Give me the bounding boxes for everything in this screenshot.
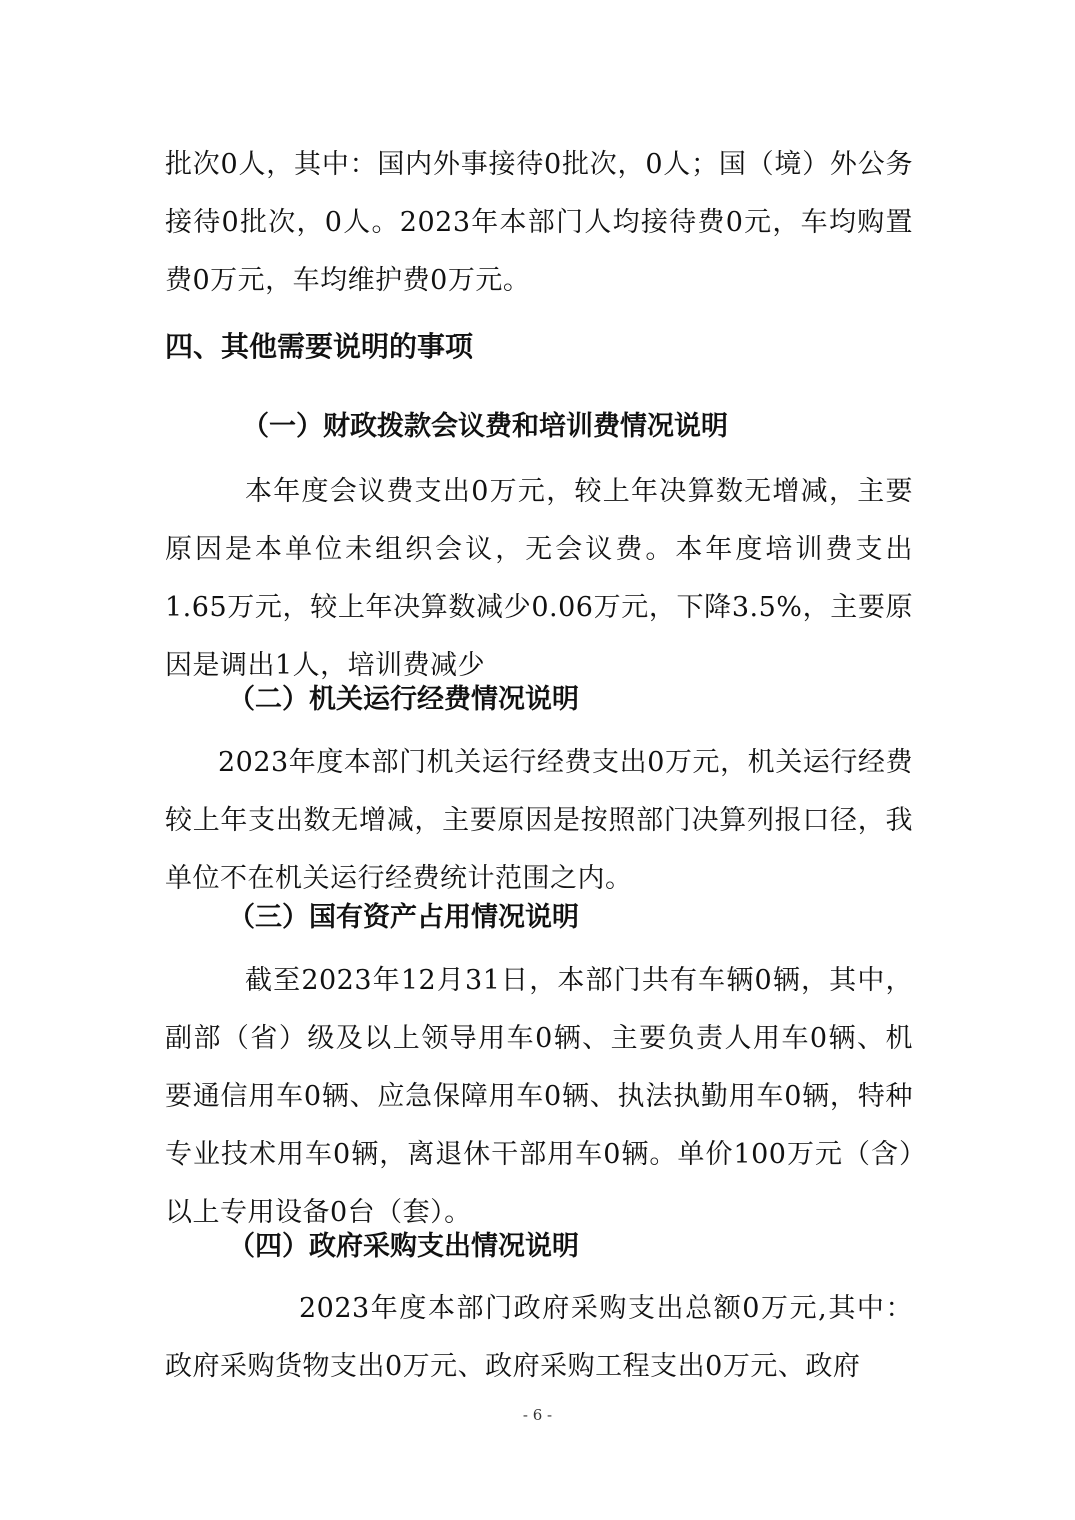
subheading-state-assets: （三）国有资产占用情况说明 bbox=[228, 902, 579, 933]
paragraph-reception-costs: 批次0人，其中：国内外事接待0批次，0人；国（境）外公务接待0批次，0人。2023年本部门人均接待费0元，车均购置费0万元，车均维护费0万元。 bbox=[165, 149, 913, 296]
page-number: - 6 - bbox=[522, 1406, 553, 1424]
paragraph-government-procurement: 2023年度本部门政府采购支出总额0万元,其中：政府采购货物支出0万元、政府采购工程支出0万元、政府 bbox=[165, 1293, 913, 1382]
paragraph-meeting-training-fees: 本年度会议费支出0万元，较上年决算数无增减，主要原因是本单位未组织会议，无会议费。本年度培训费支出1.65万元，较上年决算数减少0.06万元，下降3.5%，主要原因是调出1人，培训费减少 bbox=[165, 476, 913, 681]
subheading-operating-expenses: （二）机关运行经费情况说明 bbox=[228, 684, 579, 715]
section-heading-other-matters: 四、其他需要说明的事项 bbox=[165, 330, 474, 363]
paragraph-operating-expenses: 2023年度本部门机关运行经费支出0万元，机关运行经费较上年支出数无增减，主要原因是按照部门决算列报口径，我单位不在机关运行经费统计范围之内。 bbox=[165, 747, 913, 894]
subheading-meeting-training-fees: （一）财政拨款会议费和培训费情况说明 bbox=[242, 411, 728, 442]
subheading-government-procurement: （四）政府采购支出情况说明 bbox=[228, 1231, 579, 1262]
paragraph-state-assets: 截至2023年12月31日，本部门共有车辆0辆，其中，副部（省）级及以上领导用车0辆、主要负责人用车0辆、机要通信用车0辆、应急保障用车0辆、执法执勤用车0辆，特种专业技术用车0辆，离退休干部用车0辆。单价100万元（含）以上专用设备0台（套）。 bbox=[165, 965, 913, 1228]
